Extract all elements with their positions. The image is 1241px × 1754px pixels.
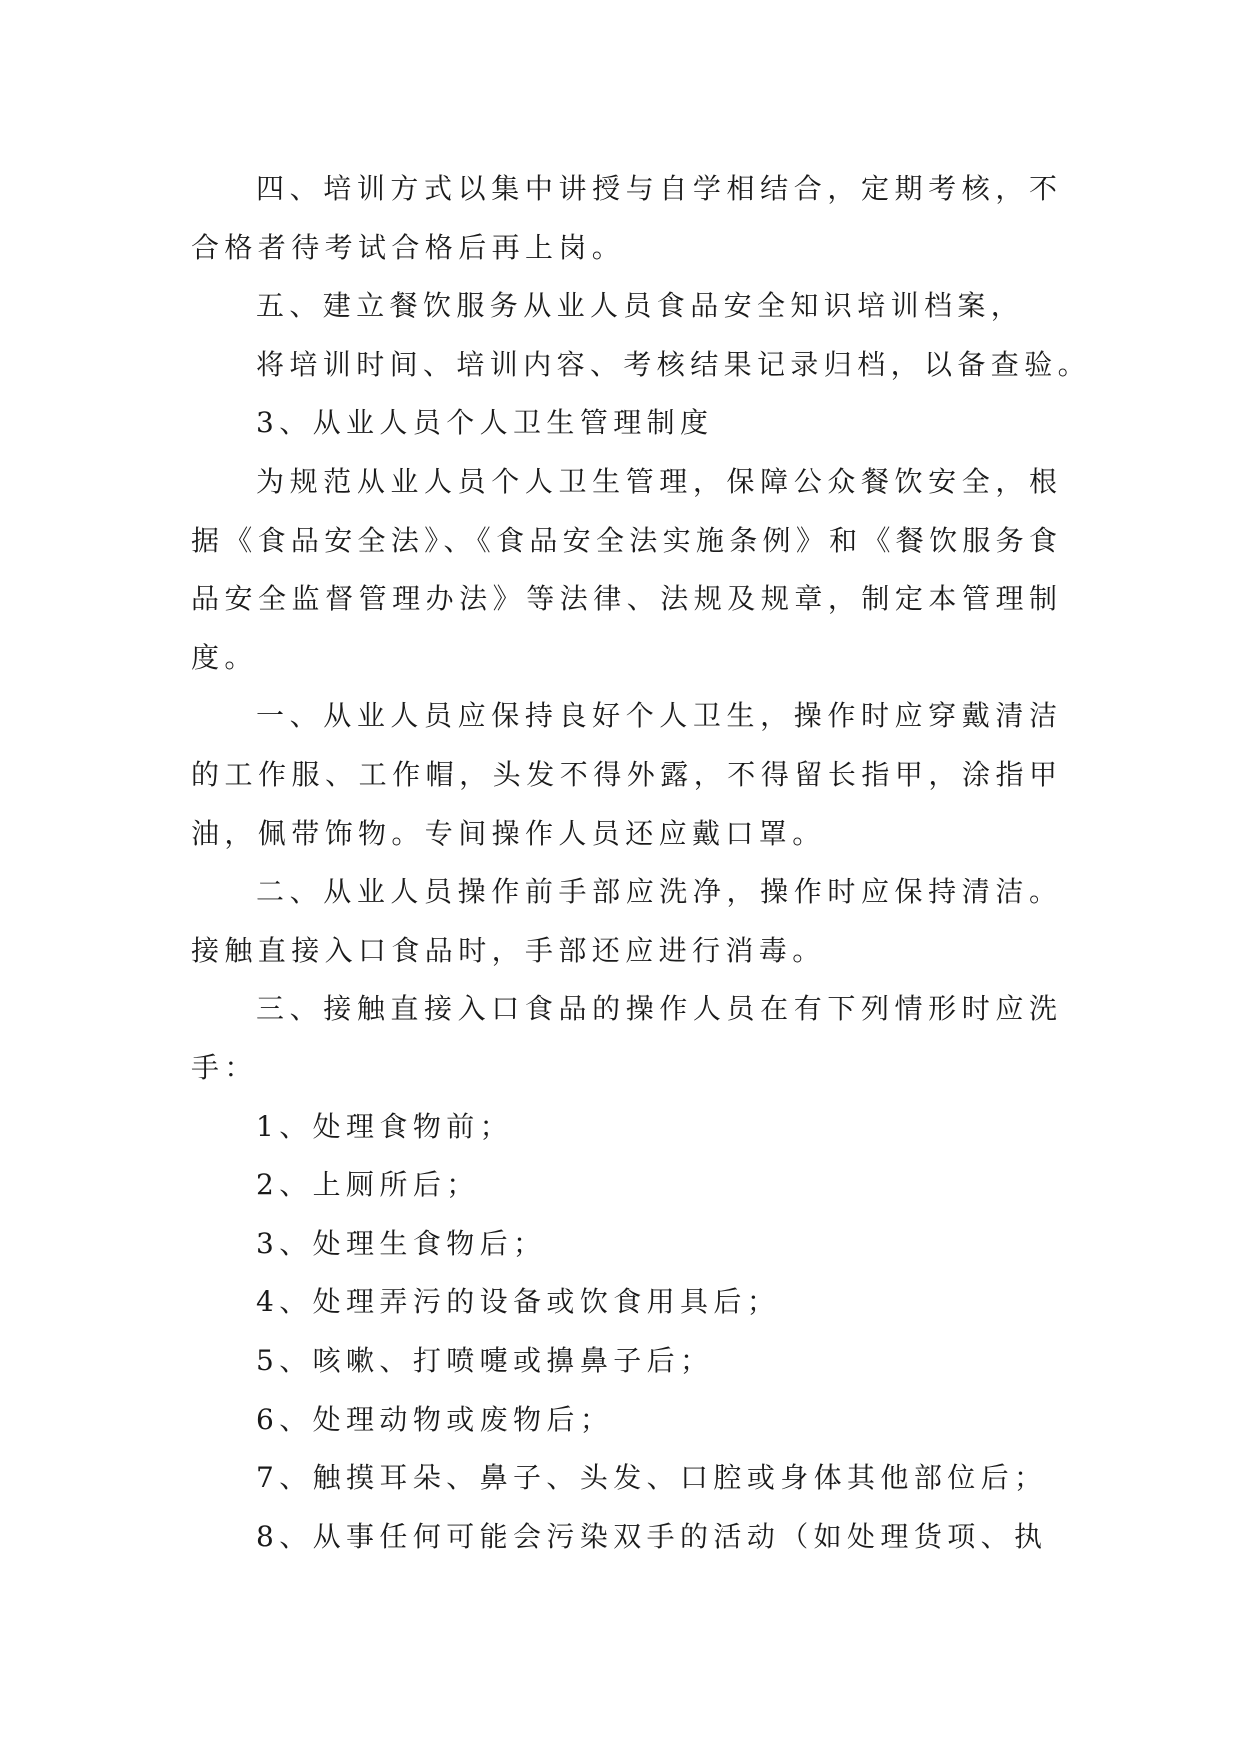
paragraph-first-line: 四、培训方式以集中讲授与自学相结合，定期考核，不 <box>256 172 1057 205</box>
paragraph-first-line: 3、处理生食物后； <box>256 1226 547 1260</box>
paragraph-line: 品安全监督管理办法》等法律、法规及规章，制定本管理制 <box>191 582 1057 616</box>
paragraph-first-line: 将培训时间、培训内容、考核结果记录归档，以备查验。 <box>256 347 1092 381</box>
paragraph-first-line: 2、上厕所后； <box>256 1168 480 1202</box>
paragraph-first-line: 五、建立餐饮服务从业人员食品安全知识培训档案， <box>256 289 1025 323</box>
paragraph-line: 据《食品安全法》、《食品安全法实施条例》和《餐饮服务食 <box>191 523 1057 557</box>
paragraph-line: 手： <box>191 1051 258 1084</box>
paragraph-first-line: 一、从业人员应保持良好个人卫生，操作时应穿戴清洁 <box>256 699 1057 733</box>
paragraph-line: 接触直接入口食品时，手部还应进行消毒。 <box>191 933 826 967</box>
paragraph-line: 的工作服、工作帽，头发不得外露，不得留长指甲，涂指甲 <box>191 758 1057 791</box>
paragraph-line: 合格者待考试合格后再上岗。 <box>191 230 626 264</box>
paragraph-first-line: 3、从业人员个人卫生管理制度 <box>256 406 714 440</box>
paragraph-first-line: 为规范从业人员个人卫生管理，保障公众餐饮安全，根 <box>256 465 1057 498</box>
paragraph-line: 度。 <box>191 640 258 674</box>
paragraph-first-line: 1、处理食物前； <box>256 1109 514 1143</box>
paragraph-first-line: 7、触摸耳朵、鼻子、头发、口腔或身体其他部位后； <box>256 1461 1048 1495</box>
paragraph-first-line: 4、处理弄污的设备或饮食用具后； <box>256 1285 781 1319</box>
paragraph-first-line: 二、从业人员操作前手部应洗净，操作时应保持清洁。 <box>256 875 1057 909</box>
paragraph-line: 油，佩带饰物。专间操作人员还应戴口罩。 <box>191 816 826 850</box>
paragraph-first-line: 5、咳嗽、打喷嚏或擤鼻子后； <box>256 1344 714 1377</box>
paragraph-first-line: 6、处理动物或废物后； <box>256 1402 614 1436</box>
paragraph-first-line: 三、接触直接入口食品的操作人员在有下列情形时应洗 <box>256 992 1057 1026</box>
paragraph-first-line: 8、从事任何可能会污染双手的活动（如处理货项、执 <box>256 1519 1048 1553</box>
